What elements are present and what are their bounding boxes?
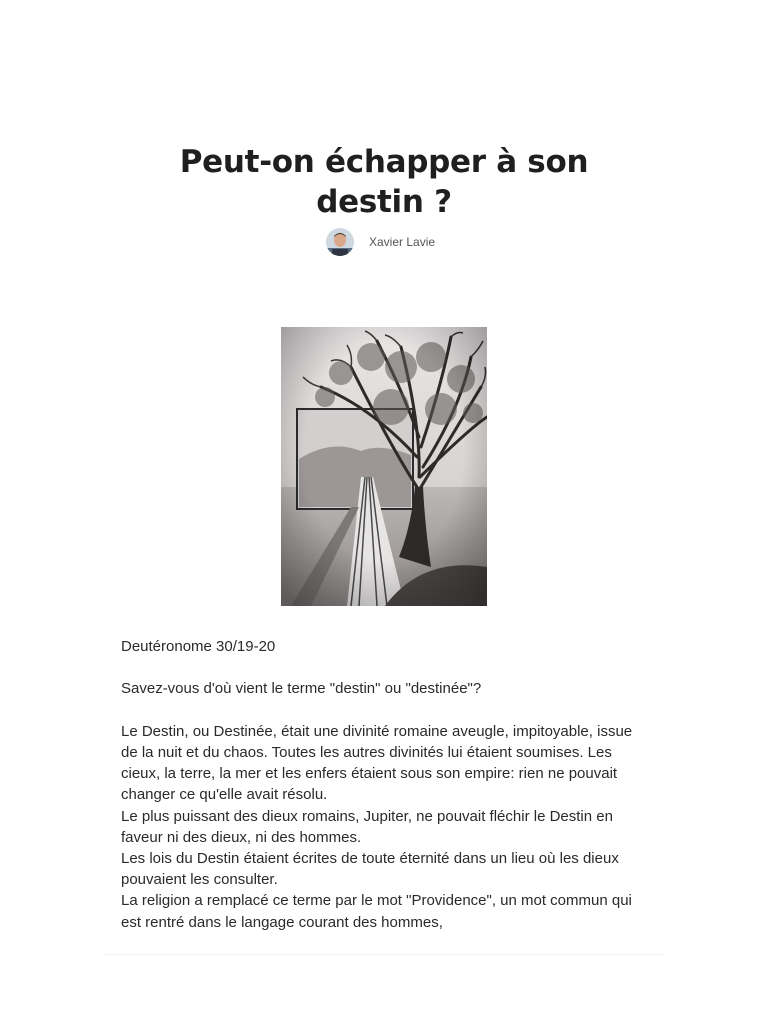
- paragraph: Les lois du Destin étaient écrites de toute éternité dans un lieu où les dieux pouvaient les consulter.: [121, 850, 619, 889]
- intro-question: Savez-vous d'où vient le terme "destin" ou "destinée"?: [121, 680, 482, 698]
- article-body: [121, 636, 651, 933]
- tree-boardwalk-illustration: [281, 327, 487, 606]
- divider: [104, 954, 664, 955]
- avatar[interactable]: [326, 228, 354, 256]
- article-title: Peut-on échapper à son destin ?: [179, 144, 589, 220]
- author-byline[interactable]: [326, 227, 435, 257]
- paragraph: La religion a remplacé ce terme par le mot "Providence", un mot commun qui est rentré dans le langage courant des hommes,: [121, 892, 632, 931]
- scripture-reference: Deutéronome 30/19-20: [121, 638, 276, 655]
- paragraph: Le plus puissant des dieux romains, Jupiter, ne pouvait fléchir le Destin en faveur ni des dieux, ni des hommes.: [121, 807, 613, 846]
- paragraph: Le Destin, ou Destinée, était une divinité romaine aveugle, impitoyable, issue de la nuit et du chaos. Toutes les autres divinités lui étaient soumises. Les cieux, la terre, la mer et les enfers étaient sous son empire: rien ne pouvait changer ce qu'elle avait résolu.: [121, 722, 633, 804]
- author-name[interactable]: Xavier Lavie: [369, 235, 436, 249]
